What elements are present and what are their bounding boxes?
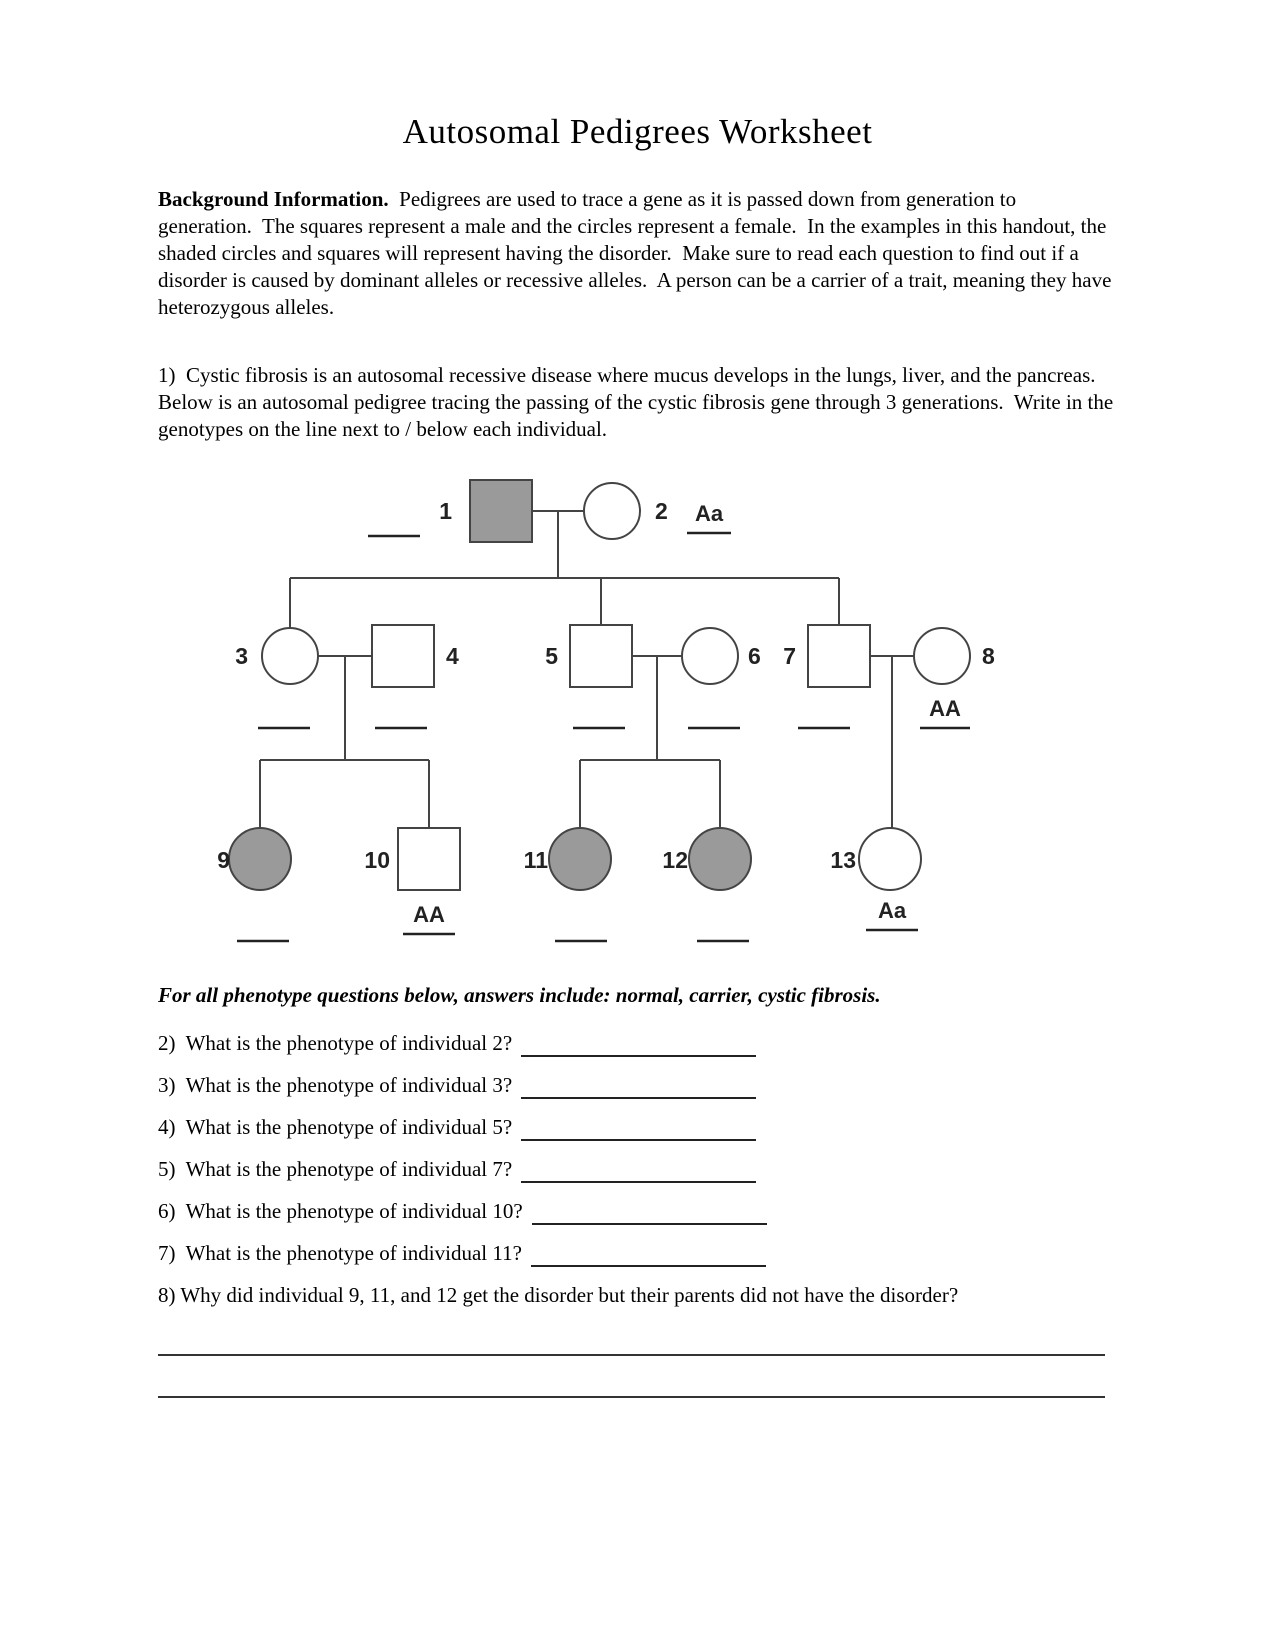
individual-11-label: 11 [523, 847, 548, 873]
individual-9-label: 9 [217, 847, 230, 873]
individual-2-label: 2 [655, 498, 668, 524]
question-7 [158, 1240, 1158, 1267]
question-1-paragraph: 1) Cystic fibrosis is an autosomal recessive disease where mucus develops in the lungs, liver, and the pancreas. Below is an autosomal pedigree tracing the passing of the cystic fibrosis gene through 3 generations. Write in the genotypes on the line next to / below each individual. [158, 363, 1119, 441]
question-2-answer-blank [521, 1031, 756, 1057]
question-8 [158, 1282, 1158, 1309]
individual-10-shape [398, 828, 460, 890]
individual-13-label: 13 [830, 847, 856, 873]
individual-8-genotype: AA [929, 696, 961, 721]
individual-9-shape [229, 828, 291, 890]
individual-2-genotype: Aa [694, 501, 724, 526]
question-2-text: 2) What is the phenotype of individual 2? [158, 1031, 518, 1055]
question-4-answer-blank [521, 1115, 756, 1141]
individual-4-shape [372, 625, 434, 687]
individual-10-label: 10 [364, 847, 390, 873]
question-6 [158, 1198, 1158, 1225]
individual-8-shape [914, 628, 970, 684]
question-6-answer-blank [532, 1199, 767, 1225]
question-3-answer-blank [521, 1073, 756, 1099]
question-6-text: 6) What is the phenotype of individual 10? [158, 1199, 528, 1223]
individual-7-shape [808, 625, 870, 687]
individual-6-shape [682, 628, 738, 684]
question-3 [158, 1072, 1158, 1099]
question-8-answer-line-2 [158, 1396, 1105, 1398]
individual-8-label: 8 [982, 643, 995, 669]
question-7-answer-blank [531, 1241, 766, 1267]
phenotype-note: For all phenotype questions below, answers include: normal, carrier, cystic fibrosis. [158, 983, 881, 1007]
question-5-text: 5) What is the phenotype of individual 7? [158, 1157, 518, 1181]
question-5 [158, 1156, 1158, 1183]
individual-1-shape [470, 480, 532, 542]
individual-13-genotype: Aa [877, 898, 907, 923]
individual-10-genotype: AA [413, 902, 445, 927]
question-4 [158, 1114, 1158, 1141]
individual-4-label: 4 [446, 643, 459, 669]
individual-12-shape [689, 828, 751, 890]
question-8-text: 8) Why did individual 9, 11, and 12 get the disorder but their parents did not have the disorder? [158, 1283, 959, 1307]
individual-7-label: 7 [783, 643, 796, 669]
individual-3-label: 3 [235, 643, 248, 669]
question-4-text: 4) What is the phenotype of individual 5? [158, 1115, 518, 1139]
individual-12-label: 12 [662, 847, 688, 873]
individual-1-label: 1 [439, 498, 452, 524]
question-3-text: 3) What is the phenotype of individual 3? [158, 1073, 518, 1097]
individual-5-label: 5 [545, 643, 558, 669]
individual-13-shape [859, 828, 921, 890]
individual-2-shape [584, 483, 640, 539]
question-7-text: 7) What is the phenotype of individual 11? [158, 1241, 528, 1265]
question-8-answer-line-1 [158, 1354, 1105, 1356]
question-5-answer-blank [521, 1157, 756, 1183]
individual-11-shape [549, 828, 611, 890]
background-body: Pedigrees are used to trace a gene as it is passed down from generation to generation. The squares represent a male and the circles represent a female. In the examples in this handout, the shaded circles and squares will represent having the disorder. Make sure to read each question to find out if a disorder is caused by dominant alleles or recessive alleles. A person can be a carrier of a trait, meaning they have heterozygous alleles. [158, 187, 1117, 319]
page-title: Autosomal Pedigrees Worksheet [402, 112, 873, 151]
background-heading: Background Information. [158, 187, 389, 211]
individual-6-label: 6 [748, 643, 761, 669]
individual-5-shape [570, 625, 632, 687]
individual-3-shape [262, 628, 318, 684]
question-2 [158, 1030, 1158, 1057]
